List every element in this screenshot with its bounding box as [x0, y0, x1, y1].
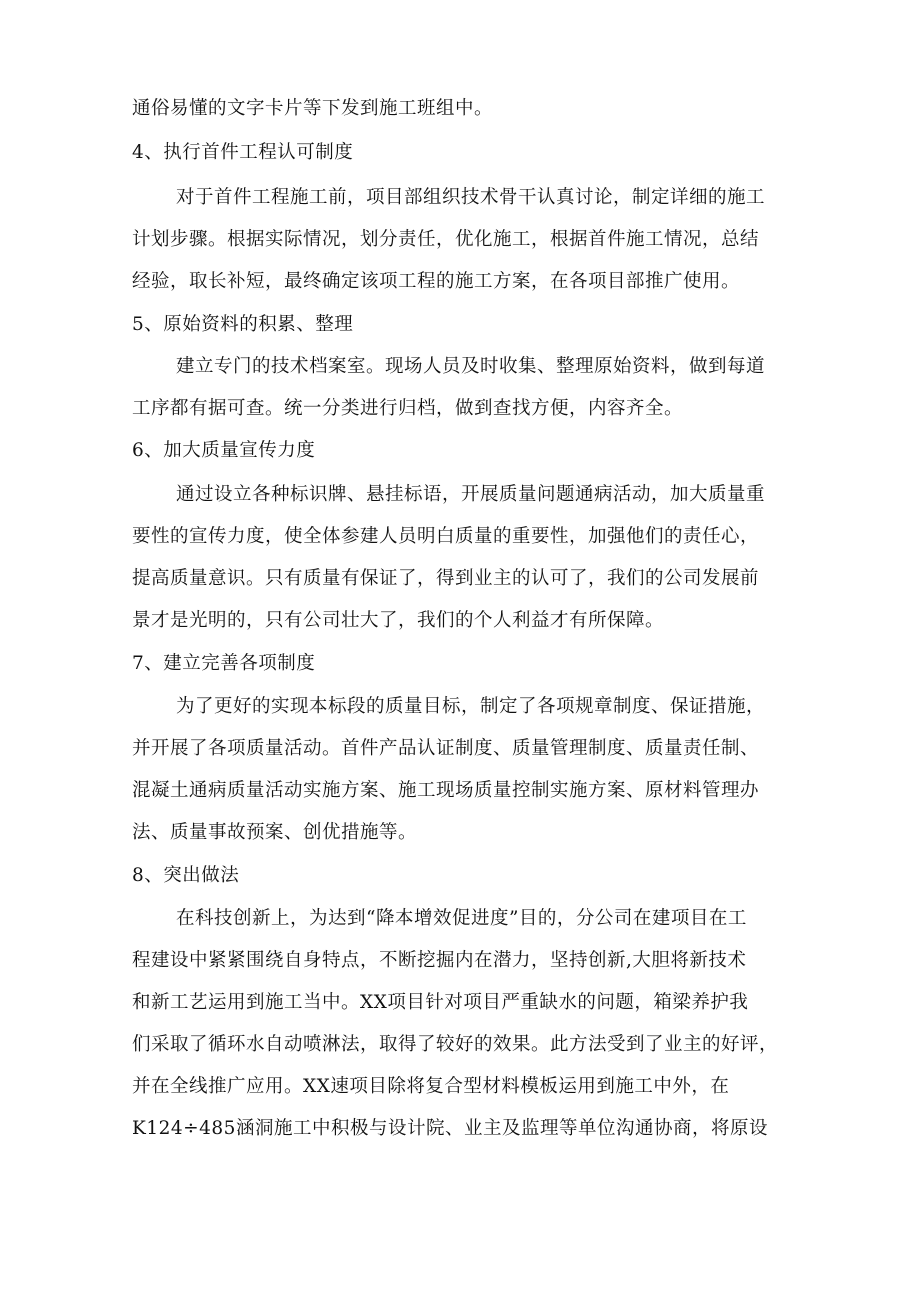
paragraph-line: 们采取了循环水自动喷淋法，取得了较好的效果。此方法受到了业主的好评， [132, 1034, 779, 1055]
paragraph-line: 景才是光明的，只有公司壮大了，我们的个人利益才有所保障。 [132, 610, 665, 631]
paragraph-line: 混凝土通病质量活动实施方案、施工现场质量控制实施方案、原材料管理办 [132, 780, 760, 801]
paragraph-line: 程建设中紧紧围绕自身特点，不断挖掘内在潜力，坚持创新,大胆将新技术 [132, 950, 747, 971]
section-heading: 8、突出做法 [132, 865, 240, 886]
section-heading: 7、建立完善各项制度 [132, 653, 316, 674]
paragraph-line: 工序都有据可查。统一分类进行归档，做到查找方便，内容齐全。 [132, 398, 684, 419]
section-heading: 6、加大质量宣传力度 [132, 440, 316, 461]
section-heading: 5、原始资料的积累、整理 [132, 314, 354, 335]
paragraph-line: 通过设立各种标识牌、悬挂标语，开展质量问题通病活动，加大质量重 [176, 484, 766, 505]
paragraph-line: 并开展了各项质量活动。首件产品认证制度、质量管理制度、质量责任制、 [132, 738, 760, 759]
paragraph-line: 对于首件工程施工前，项目部组织技术骨干认真讨论，制定详细的施工 [176, 187, 766, 208]
paragraph-line: 和新工艺运用到施工当中。XX项目针对项目严重缺水的问题，箱梁养护我 [132, 992, 749, 1013]
paragraph-line: 提高质量意识。只有质量有保证了，得到业主的认可了，我们的公司发展前 [132, 568, 760, 589]
paragraph-line: 并在全线推广应用。XX速项目除将复合型材料模板运用到施工中外，在 [132, 1076, 730, 1097]
paragraph-line: 法、质量事故预案、创优措施等。 [132, 822, 418, 843]
paragraph-line: K124÷485涵洞施工中积极与设计院、业主及监理等单位沟通协商，将原设 [132, 1118, 768, 1139]
paragraph-line: 通俗易懂的文字卡片等下发到施工班组中。 [132, 98, 494, 119]
paragraph-line: 为了更好的实现本标段的质量目标，制定了各项规章制度、保证措施， [176, 696, 766, 717]
paragraph-line: 建立专门的技术档案室。现场人员及时收集、整理原始资料，做到每道 [176, 356, 766, 377]
paragraph-line: 计划步骤。根据实际情况，划分责任，优化施工，根据首件施工情况，总结 [132, 229, 760, 250]
section-heading: 4、执行首件工程认可制度 [132, 142, 354, 163]
paragraph-line: 经验，取长补短，最终确定该项工程的施工方案，在各项目部推广使用。 [132, 271, 741, 292]
paragraph-line: 在科技创新上，为达到“降本增效促进度”目的，分公司在建项目在工 [176, 908, 747, 929]
paragraph-line: 要性的宣传力度，使全体参建人员明白质量的重要性，加强他们的责任心， [132, 526, 760, 547]
